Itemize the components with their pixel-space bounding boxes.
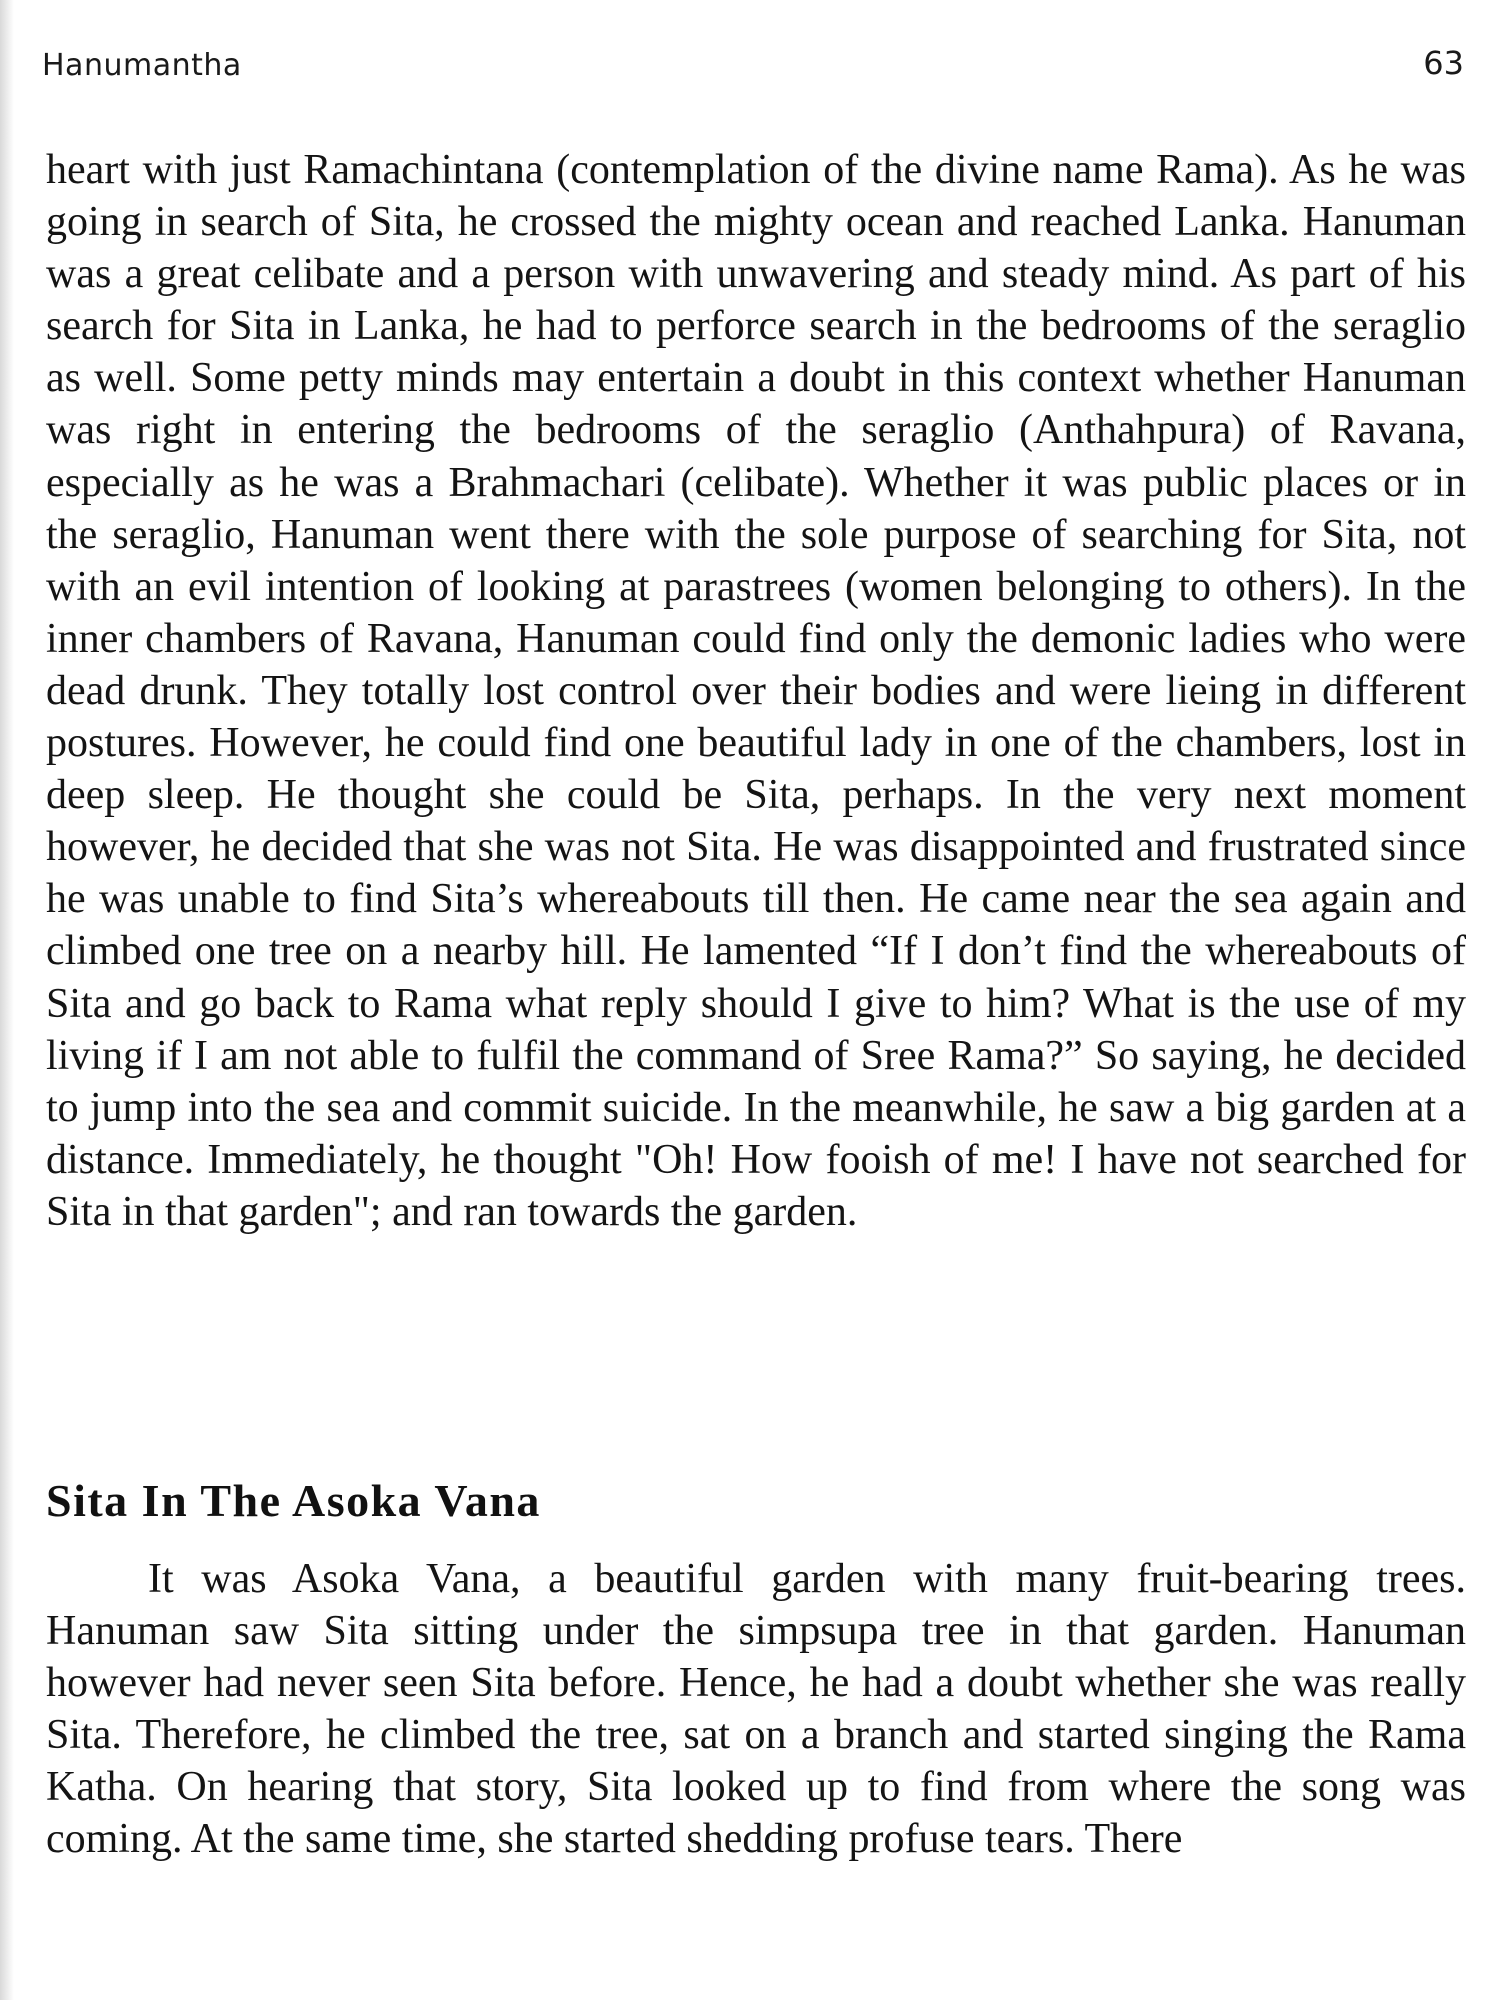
running-head: Hanumantha <box>42 48 242 83</box>
section-heading: Sita In The Asoka Vana <box>46 1475 541 1526</box>
page-number: 63 <box>1423 44 1464 82</box>
body-paragraph: heart with just Ramachintana (contemplation of the divine name Rama). As he was going in search of Sita, he crossed the mighty ocean and reached Lanka. Hanuman was a great celibate and a person with unwavering and steady mind. As part of his search for Sita in Lanka, he had to perforce search in the bedrooms of the seraglio as well. Some petty minds may entertain a doubt in this context whether Hanuman was right in entering the bedrooms of the seraglio (Anthahpura) of Ravana, especially as he was a Brahmachari (celibate). Whether it was public places or in the seraglio, Hanuman went there with the sole purpose of searching for Sita, not with an evil intention of looking at parastrees (women belonging to others). In the inner chambers of Ravana, Hanuman could find only the demonic ladies who were dead drunk. They totally lost control over their bodies and were lieing in different postures. However, he could find one beautiful lady in one of the chambers, lost in deep sleep. He thought she could be Sita, perhaps. In the very next moment however, he decided that she was not Sita. He was disappointed and frustrated since he was unable to find Sita’s whereabouts till then. He came near the sea again and climbed one tree on a nearby hill. He lamented “If I don’t find the whereabouts of Sita and go back to Rama what reply should I give to him? What is the use of my living if I am not able to fulfil the command of Sree Rama?” So saying, he decided to jump into the sea and commit suicide. In the meanwhile, he saw a big garden at a distance. Immediately, he thought "Oh! How fooish of me! I have not searched for Sita in that garden"; and ran towards the garden. <box>46 147 1466 1235</box>
section-paragraph: It was Asoka Vana, a beautiful garden with many fruit-bearing trees. Hanuman saw Sita sitting under the simpsupa tree in that garden. Hanuman however had never seen Sita before. Hence, he had a doubt whether she was really Sita. Therefore, he climbed the tree, sat on a branch and started singing the Rama Katha. On hearing that story, Sita looked up to find from where the song was coming. At the same time, she started shedding profuse tears. There <box>46 1556 1466 1863</box>
page-spine-shadow <box>0 0 14 2000</box>
